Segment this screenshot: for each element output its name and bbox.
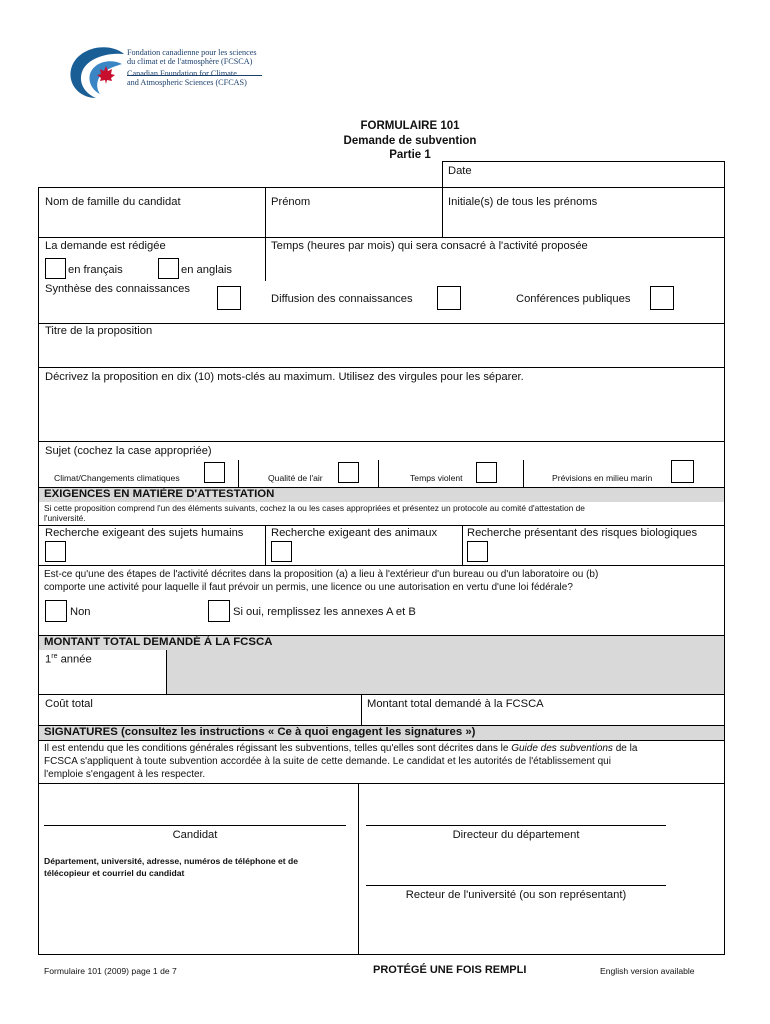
- amount-grey-area: [167, 650, 724, 694]
- keywords-field[interactable]: [40, 386, 723, 440]
- cfcas-logo: [66, 44, 128, 100]
- rule: [38, 694, 725, 695]
- subject-climate-label: Climat/Changements climatiques: [54, 473, 180, 483]
- logo-divider: [127, 75, 262, 76]
- rule: [523, 460, 524, 487]
- rule: [265, 525, 266, 565]
- last-name-label: Nom de famille du candidat: [45, 196, 181, 208]
- form-title: FORMULAIRE 101: [360, 120, 460, 132]
- initials-label: Initiale(s) de tous les prénoms: [448, 196, 598, 208]
- rule: [361, 694, 362, 725]
- total-requested-label: Montant total demandé à la FCSCA: [367, 698, 544, 710]
- year-amount-field[interactable]: [40, 668, 165, 693]
- form-reference: Formulaire 101 (2009) page 1 de 7: [44, 966, 177, 976]
- synthesis-label: Synthèse des connaissances: [45, 283, 190, 295]
- animals-checkbox[interactable]: [271, 541, 292, 562]
- candidate-label: Candidat: [172, 829, 218, 841]
- public-conferences-checkbox[interactable]: [650, 286, 674, 310]
- candidate-signature-line[interactable]: [44, 825, 346, 826]
- rule: [38, 525, 725, 526]
- no-checkbox[interactable]: [45, 600, 67, 622]
- rule: [358, 783, 359, 955]
- director-signature-line[interactable]: [366, 825, 666, 826]
- rule: [38, 783, 725, 784]
- date-label: Date: [448, 165, 472, 177]
- no-label: Non: [70, 606, 91, 618]
- signatures-heading: SIGNATURES (consultez les instructions « Ce à quoi engagent les signatures »): [44, 726, 476, 738]
- subject-marine-label: Prévisions en milieu marin: [552, 473, 653, 483]
- french-checkbox[interactable]: [45, 258, 66, 279]
- form-subtitle: Demande de subvention: [343, 135, 477, 147]
- rule: [442, 187, 443, 237]
- language-label: La demande est rédigée: [45, 240, 166, 252]
- synthesis-checkbox[interactable]: [217, 286, 241, 310]
- signatures-paragraph: Il est entendu que les conditions générales régissant les subventions, telles qu'elles sont décrites dans le Guide des subventions de la FCSCA s'appliquent à toute subvention accordée à la suite de cette demande. Le candidat et les autorités de l'établissement qui l'emploie s'engagent à les respecter.: [44, 743, 638, 780]
- rule: [265, 187, 266, 237]
- date-field[interactable]: [442, 161, 725, 188]
- subject-marine-checkbox[interactable]: [671, 460, 694, 483]
- rule: [38, 441, 725, 442]
- subject-climate-checkbox[interactable]: [204, 462, 225, 483]
- english-checkbox[interactable]: [158, 258, 179, 279]
- if-yes-label: Si oui, remplissez les annexes A et B: [233, 606, 416, 618]
- org-name: Fondation canadienne pour les sciences du climat et de l'atmosphère (FCSCA) Canadian Foundation for Climate and Atmospheric Sciences (CFCAS): [127, 48, 257, 87]
- rule: [38, 367, 725, 368]
- subject-label: Sujet (cochez la case appropriée): [45, 445, 212, 457]
- biohazard-checkbox[interactable]: [467, 541, 488, 562]
- permit-question: Est-ce qu'une des étapes de l'activité décrites dans la proposition (a) a lieu à l'extérieur d'un bureau ou d'un laboratoire ou (b) comporte une activité pour laquelle il faut prévoir un permis, une licence ou une autorisation en vertu d'une loi fédérale?: [44, 569, 599, 593]
- yes-checkbox[interactable]: [208, 600, 230, 622]
- biohazard-label: Recherche présentant des risques biologiques: [467, 527, 698, 539]
- rule: [38, 237, 725, 238]
- rector-signature-line[interactable]: [366, 885, 666, 886]
- keywords-label: Décrivez la proposition en dix (10) mots-clés au maximum. Utilisez des virgules pour les séparer.: [45, 371, 524, 383]
- rule: [378, 460, 379, 487]
- attestation-intro: Si cette proposition comprend l'un des éléments suivants, cochez la ou les cases appropriées et présentez un protocole au comité d'attestation de l'université.: [44, 503, 585, 523]
- english-label: en anglais: [181, 264, 233, 276]
- dissemination-checkbox[interactable]: [437, 286, 461, 310]
- subject-weather-label: Temps violent: [410, 473, 463, 483]
- subject-air-label: Qualité de l'air: [268, 473, 323, 483]
- rule: [265, 237, 266, 281]
- time-label: Temps (heures par mois) qui sera consacré à l'activité proposée: [271, 240, 588, 252]
- form-part: Partie 1: [389, 149, 431, 161]
- first-name-label: Prénom: [271, 196, 311, 208]
- total-cost-label: Coût total: [45, 698, 93, 710]
- human-subjects-label: Recherche exigeant des sujets humains: [45, 527, 244, 539]
- english-version-notice: English version available: [600, 966, 695, 976]
- rule: [38, 565, 725, 566]
- human-subjects-checkbox[interactable]: [45, 541, 66, 562]
- rector-label: Recteur de l'université (ou son représentant): [405, 889, 627, 901]
- rule: [38, 323, 725, 324]
- rule: [238, 460, 239, 487]
- attestation-heading: EXIGENCES EN MATIÈRE D'ATTESTATION: [44, 488, 275, 500]
- dissemination-label: Diffusion des connaissances: [271, 293, 413, 305]
- french-label: en français: [68, 264, 123, 276]
- animals-label: Recherche exigeant des animaux: [271, 527, 438, 539]
- rule: [462, 525, 463, 565]
- amount-heading: MONTANT TOTAL DEMANDÉ À LA FCSCA: [44, 636, 273, 648]
- subject-air-checkbox[interactable]: [338, 462, 359, 483]
- director-label: Directeur du département: [452, 829, 580, 841]
- rule: [38, 740, 725, 741]
- proposal-title-label: Titre de la proposition: [45, 325, 153, 337]
- year-label: 1re année: [45, 653, 92, 666]
- proposal-title-field[interactable]: [40, 340, 723, 366]
- subject-weather-checkbox[interactable]: [476, 462, 497, 483]
- candidate-contact-label: Département, université, adresse, numéros de téléphone et de télécopieur et courriel du candidat: [44, 856, 299, 878]
- public-conferences-label: Conférences publiques: [516, 293, 631, 305]
- protected-notice: PROTÉGÉ UNE FOIS REMPLI: [373, 964, 527, 976]
